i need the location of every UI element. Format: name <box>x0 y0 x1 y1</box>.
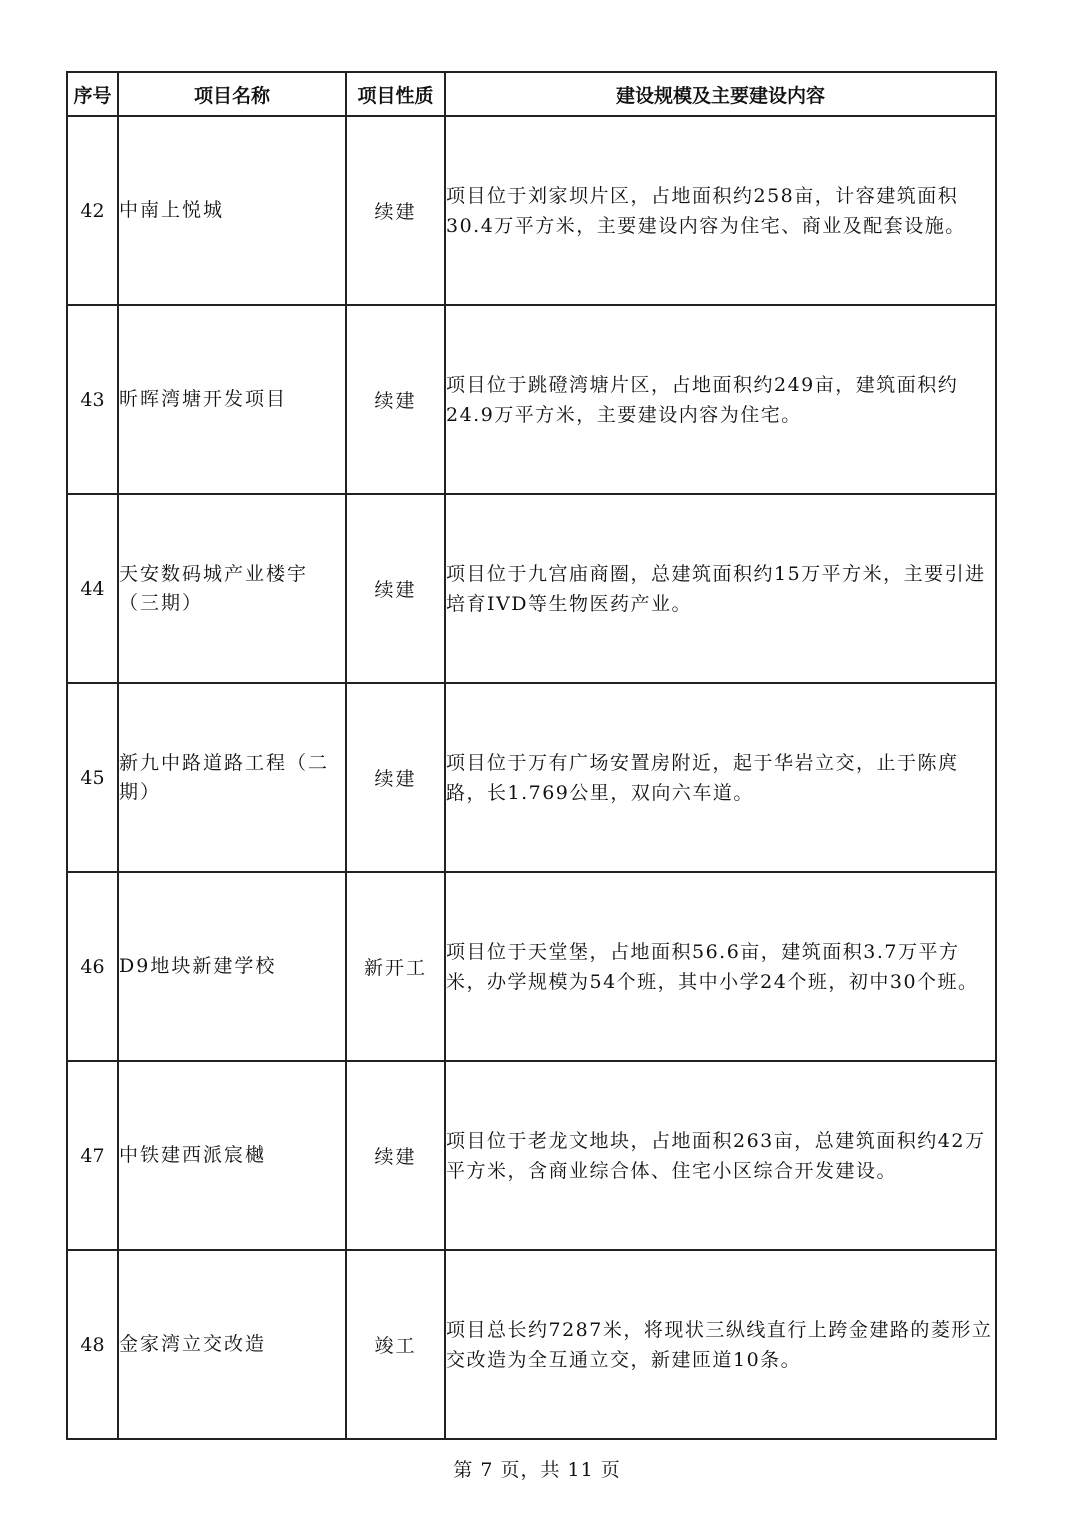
project-type: 续建 <box>346 1061 445 1250</box>
project-name: 金家湾立交改造 <box>118 1250 346 1439</box>
page-number-footer: 第 7 页，共 11 页 <box>453 1459 621 1481</box>
row-number: 46 <box>67 872 118 1061</box>
header-no: 序号 <box>67 72 118 116</box>
project-description: 项目位于万有广场安置房附近，起于华岩立交，止于陈庹路，长1.769公里，双向六车道。 <box>445 683 996 872</box>
project-description: 项目位于九宫庙商圈，总建筑面积约15万平方米，主要引进培育IVD等生物医药产业。 <box>445 494 996 683</box>
project-table <box>66 71 997 1440</box>
project-description: 项目位于老龙文地块，占地面积263亩，总建筑面积约42万平方米，含商业综合体、住宅小区综合开发建设。 <box>445 1061 996 1250</box>
table-header-row <box>67 72 996 116</box>
table-row <box>67 683 996 872</box>
table-row <box>67 1250 996 1439</box>
header-desc: 建设规模及主要建设内容 <box>445 72 996 116</box>
project-type: 新开工 <box>346 872 445 1061</box>
row-number: 44 <box>67 494 118 683</box>
project-name: 新九中路道路工程（二期） <box>118 683 346 872</box>
table-row <box>67 1061 996 1250</box>
project-name: 昕晖湾塘开发项目 <box>118 305 346 494</box>
row-number: 43 <box>67 305 118 494</box>
project-type: 续建 <box>346 494 445 683</box>
project-name: D9地块新建学校 <box>118 872 346 1061</box>
project-type: 竣工 <box>346 1250 445 1439</box>
header-name: 项目名称 <box>118 72 346 116</box>
project-description: 项目位于刘家坝片区，占地面积约258亩，计容建筑面积30.4万平方米，主要建设内容为住宅、商业及配套设施。 <box>445 116 996 305</box>
project-type: 续建 <box>346 305 445 494</box>
project-description: 项目总长约7287米，将现状三纵线直行上跨金建路的菱形立交改造为全互通立交，新建匝道10条。 <box>445 1250 996 1439</box>
project-description: 项目位于跳磴湾塘片区，占地面积约249亩，建筑面积约24.9万平方米，主要建设内容为住宅。 <box>445 305 996 494</box>
row-number: 42 <box>67 116 118 305</box>
project-name: 中南上悦城 <box>118 116 346 305</box>
project-description: 项目位于天堂堡，占地面积56.6亩，建筑面积3.7万平方米，办学规模为54个班，其中小学24个班，初中30个班。 <box>445 872 996 1061</box>
row-number: 45 <box>67 683 118 872</box>
project-name: 天安数码城产业楼宇（三期） <box>118 494 346 683</box>
row-number: 47 <box>67 1061 118 1250</box>
project-name: 中铁建西派宸樾 <box>118 1061 346 1250</box>
project-type: 续建 <box>346 116 445 305</box>
table-row <box>67 305 996 494</box>
table-row <box>67 494 996 683</box>
header-type: 项目性质 <box>346 72 445 116</box>
table-row <box>67 872 996 1061</box>
project-type: 续建 <box>346 683 445 872</box>
row-number: 48 <box>67 1250 118 1439</box>
table-row <box>67 116 996 305</box>
